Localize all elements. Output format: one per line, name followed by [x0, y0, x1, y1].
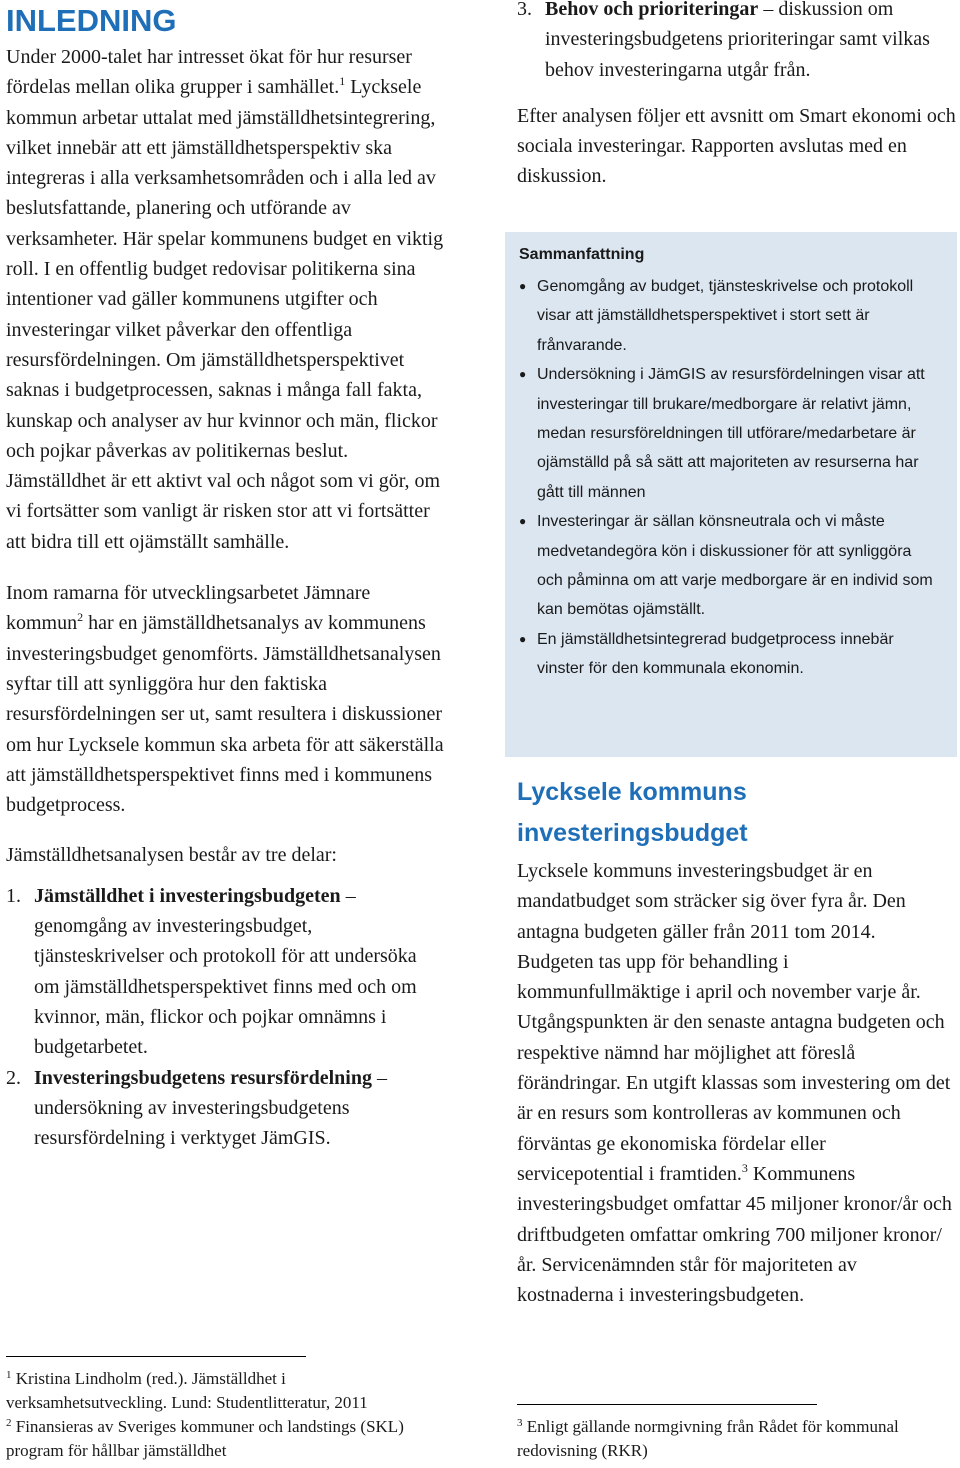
list-item: ● Genomgång av budget, tjänsteskrivelse och protokoll visar att jämställdhetsperspektivet i stort sett är frånvarande.: [519, 272, 941, 360]
intro-paragraph: Under 2000-talet har intresset ökat för hur resurser fördelas mellan olika grupper i samhället.$^1$ Lycksele kommun arbetar uttalat med jämställdhetsintegrering, vilket innebär att ett jämställdhetsperspektiv ska integreras i alla verksamhetsområden och i alla led av beslutsfattande, planering och utförande av verksamheter. Här spelar kommunens budget en viktig roll. I en offentlig budget redovisar politikerna sina intentioner vad gäller kommunens utgifter och investeringar vilket påverkar den offentliga resursfördelningen. Om jämställdhetsperspektivet saknas i budgetprocessen, saknas i många fall fakta, kunskap och analyser av hur kvinnor och män, flickor och pojkar påverkas av politikernas beslut. Jämställdhet är ett aktivt val och något som vi gör, om vi fortsätter som vanligt är risken stor att vi fortsätter att bidra till ett ojämställt samhälle.: [6, 46, 444, 553]
list-item: ● Investeringar är sällan könsneutrala och vi måste medvetandegöra kön i diskussioner för att synliggöra och påminna om att varje medborgare är en individ som kan bemötas ojämställt.: [519, 507, 941, 625]
summary-list: [519, 272, 941, 684]
footnote-rule: [6, 1356, 306, 1357]
bullet-icon: ●: [519, 279, 527, 293]
bullet-icon: ●: [519, 367, 527, 382]
list-item: ● En jämställdhetsintegrerad budgetprocess innebär vinster för den kommunala ekonomin.: [519, 625, 941, 684]
analysis-parts-list: [6, 881, 446, 1154]
analysis-parts-list-cont: [517, 0, 958, 85]
footnote-ref-1: 1: [339, 74, 346, 89]
right-column-bottom: [517, 772, 953, 1310]
list-item: ● Undersökning i JämGIS av resursfördelningen visar att investeringar till brukare/medborgare är relativt jämn, medan resursföreldningen till utförare/medarbetare är ojämställd på så sätt att majoriteten av resurserna har gått till männen: [519, 360, 941, 507]
left-column: [6, 0, 446, 1153]
parts-intro: Jämställdhetsanalysen består av tre delar:: [6, 844, 337, 867]
summary-title: Sammanfattning: [519, 246, 645, 263]
summary-box: [505, 232, 957, 757]
budget-paragraph: Lycksele kommuns investeringsbudget är en mandatbudget som sträcker sig över fyra år. Den antagna budgeten gäller från 2011 tom 2014. Budgeten tas upp för behandling i kommunfullmäktige i april och november varje år. Utgångspunkten är den senaste antagna budgeten och respektive nämnd har möjlighet att föreslå förändringar. En utgift klassas som investering om det är en resurs som kontrolleras av kommunen och förväntas ge ekonomiska fördelar eller servicepotential i framtiden.$^3$ Kommunens investeringsbudget omfattar 45 miljoner kronor/år och driftbudgeten omfattar omkring 700 miljoner kronor/år. Servicenämnden står för majoriteten av kostnaderna i investeringsbudgeten.: [517, 860, 952, 1307]
footnote-3: $^3$ Enligt gällande normgivning från Rådet för kommunal redovisning (RKR): [517, 1417, 899, 1460]
list-item: 2. Investeringsbudgetens resursfördelning – undersökning av investeringsbudgetens resursfördelning i verktyget JämGIS.: [6, 1066, 387, 1150]
right-column-top: [517, 0, 958, 192]
bullet-icon: ●: [519, 514, 527, 529]
bullet-icon: ●: [519, 631, 527, 646]
report-outline-paragraph: Efter analysen följer ett avsnitt om Smart ekonomi och sociala investeringar. Rapporten avslutas med en diskussion.: [517, 104, 956, 188]
list-item: 3. Behov och prioriteringar – diskussion om investeringsbudgetens prioriteringar samt vilkas behov investeringarna utgår från.: [517, 0, 930, 81]
list-item: 1. Jämställdhet i investeringsbudgeten – genomgång av investeringsbudget, tjänsteskrivelser och protokoll för att undersöka om jämställdhetsperspektivet finns med och om kvinnor, män, flickor och pojkar omnämns i budgetarbetet.: [6, 884, 417, 1059]
section-heading-inledning: INLEDNING: [6, 3, 177, 38]
analysis-paragraph: Inom ramarna för utvecklingsarbetet Jämnare kommun$^2$ har en jämställdhetsanalys av kommunens investeringsbudget genomförts. Jämställdhetsanalysen syftar till att synliggöra hur den faktiska resursfördelningen ser ut, samt resultera i diskussioner om hur Lycksele kommun ska arbeta för att säkerställa att jämställdhetsperspektivet finns med i kommunens budgetprocess.: [6, 582, 444, 817]
section-heading-budget: Lycksele kommuns investeringsbudget: [517, 778, 748, 847]
left-footnotes: [6, 1356, 434, 1463]
footnote-ref-2: 2: [77, 610, 84, 625]
footnote-1: $^1$ Kristina Lindholm (red.). Jämställdhet i verksamhetsutveckling. Lund: Studentlitteratur, 2011: [6, 1369, 368, 1412]
right-footnotes: [517, 1404, 947, 1463]
footnote-ref-3: 3: [741, 1160, 748, 1175]
footnote-rule: [517, 1404, 817, 1405]
footnote-2: $^2$ Finansieras av Sveriges kommuner och landstings (SKL) program för hållbar jämställdhet: [6, 1417, 404, 1460]
